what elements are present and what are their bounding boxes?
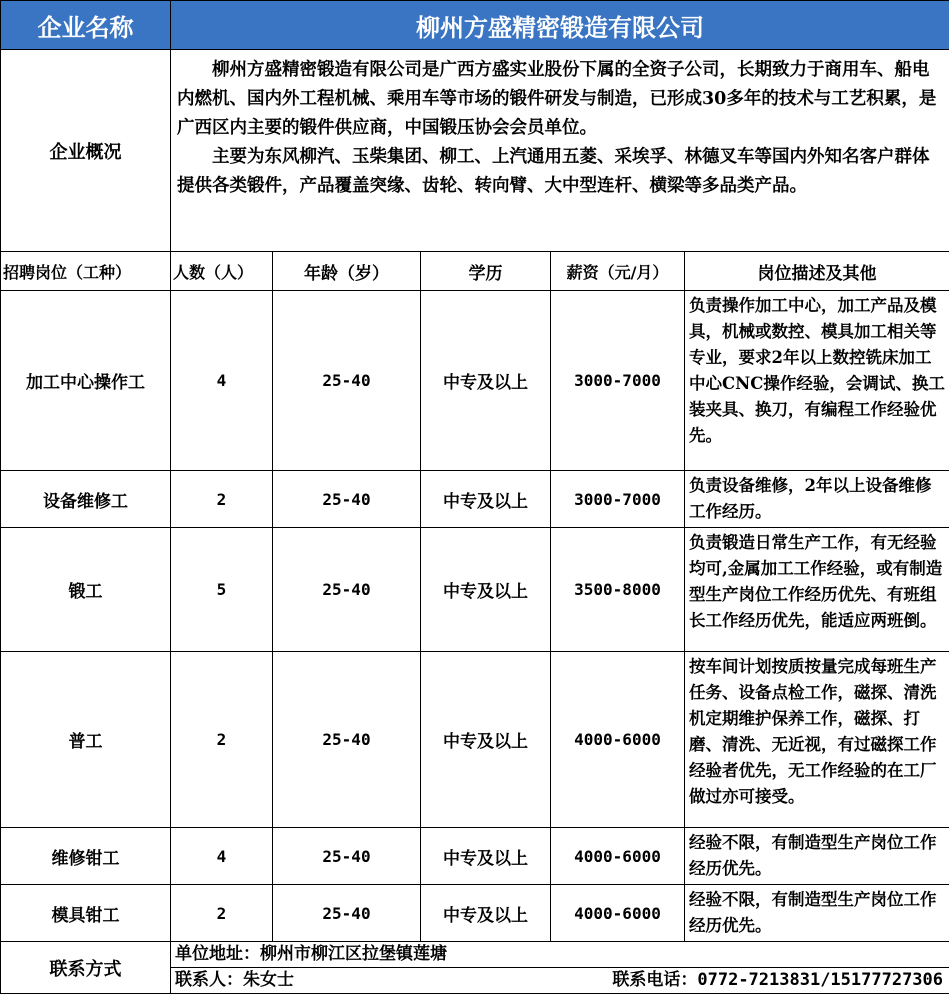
job-count: 4 — [171, 291, 273, 471]
header-row — [1, 1, 949, 50]
job-description: 负责操作加工中心，加工产品及模具，机械或数控、模具加工相关等专业，要求2年以上数控铣床加工中心CNC操作经验，会调试、换工装夹具、换刀，有编程工作经验优先。 — [685, 291, 949, 471]
contact-details — [171, 942, 949, 994]
job-salary: 4000-6000 — [551, 885, 685, 942]
job-education: 中专及以上 — [421, 291, 551, 471]
contact-person-phone — [171, 967, 949, 993]
job-position: 锻工 — [1, 528, 171, 652]
overview-label: 企业概况 — [1, 50, 171, 252]
job-description: 负责设备维修，2年以上设备维修工作经历。 — [685, 471, 949, 528]
job-description: 按车间计划按质按量完成每班生产任务、设备点检工作，磁探、清洗机定期维护保养工作，磁探、打磨、清洗、无近视，有过磁探工作经验者优先，无工作经验的在工厂做过亦可接受。 — [685, 652, 949, 828]
job-position: 设备维修工 — [1, 471, 171, 528]
contact-label: 联系方式 — [1, 942, 171, 994]
job-position: 维修钳工 — [1, 828, 171, 885]
job-description: 负责锻造日常生产工作，有无经验均可,金属加工工作经验，或有制造型生产岗位工作经历优先、有班组长工作经历优先，能适应两班倒。 — [685, 528, 949, 652]
job-salary: 3000-7000 — [551, 291, 685, 471]
table-row — [1, 528, 949, 652]
company-name-label: 企业名称 — [1, 1, 171, 50]
job-description: 经验不限，有制造型生产岗位工作经历优先。 — [685, 885, 949, 942]
job-age: 25-40 — [273, 528, 421, 652]
column-header-row — [1, 252, 949, 291]
job-salary: 3000-7000 — [551, 471, 685, 528]
job-education: 中专及以上 — [421, 528, 551, 652]
contact-row — [1, 942, 949, 994]
job-salary: 4000-6000 — [551, 652, 685, 828]
table-row — [1, 828, 949, 885]
job-age: 25-40 — [273, 885, 421, 942]
overview-paragraph-1: 柳州方盛精密锻造有限公司是广西方盛实业股份下属的全资子公司，长期致力于商用车、船电内燃机、国内外工程机械、乘用车等市场的锻件研发与制造，已形成30多年的技术与工艺积累，是广西区内主要的锻件供应商，中国锻压协会会员单位。 — [177, 56, 943, 143]
table-row — [1, 291, 949, 471]
company-name: 柳州方盛精密锻造有限公司 — [171, 1, 949, 50]
job-age: 25-40 — [273, 828, 421, 885]
job-age: 25-40 — [273, 652, 421, 828]
contact-phone: 联系电话：0772-7213831/15177727306 — [612, 968, 943, 993]
column-header-salary: 薪资（元/月） — [551, 252, 685, 291]
table-row — [1, 471, 949, 528]
job-count: 2 — [171, 652, 273, 828]
job-count: 2 — [171, 471, 273, 528]
column-header-count: 人数（人） — [171, 252, 273, 291]
job-position: 模具钳工 — [1, 885, 171, 942]
overview-row — [1, 50, 949, 252]
job-count: 4 — [171, 828, 273, 885]
job-count: 2 — [171, 885, 273, 942]
job-salary: 3500-8000 — [551, 528, 685, 652]
table-row — [1, 652, 949, 828]
job-position: 普工 — [1, 652, 171, 828]
job-position: 加工中心操作工 — [1, 291, 171, 471]
job-salary: 4000-6000 — [551, 828, 685, 885]
job-age: 25-40 — [273, 471, 421, 528]
column-header-age: 年龄（岁） — [273, 252, 421, 291]
column-header-description: 岗位描述及其他 — [685, 252, 949, 291]
job-count: 5 — [171, 528, 273, 652]
job-education: 中专及以上 — [421, 828, 551, 885]
column-header-education: 学历 — [421, 252, 551, 291]
job-education: 中专及以上 — [421, 652, 551, 828]
overview-paragraph-2: 主要为东风柳汽、玉柴集团、柳工、上汽通用五菱、采埃孚、林德叉车等国内外知名客户群体提供各类锻件，产品覆盖突缘、齿轮、转向臂、大中型连杆、横梁等多品类产品。 — [177, 143, 943, 201]
job-education: 中专及以上 — [421, 471, 551, 528]
contact-person: 联系人：朱女士 — [175, 968, 294, 993]
job-education: 中专及以上 — [421, 885, 551, 942]
job-description: 经验不限，有制造型生产岗位工作经历优先。 — [685, 828, 949, 885]
job-age: 25-40 — [273, 291, 421, 471]
table-row — [1, 885, 949, 942]
overview-text — [171, 50, 949, 252]
contact-address: 单位地址：柳州市柳江区拉堡镇莲塘 — [171, 942, 949, 967]
column-header-position: 招聘岗位（工种） — [1, 252, 171, 291]
